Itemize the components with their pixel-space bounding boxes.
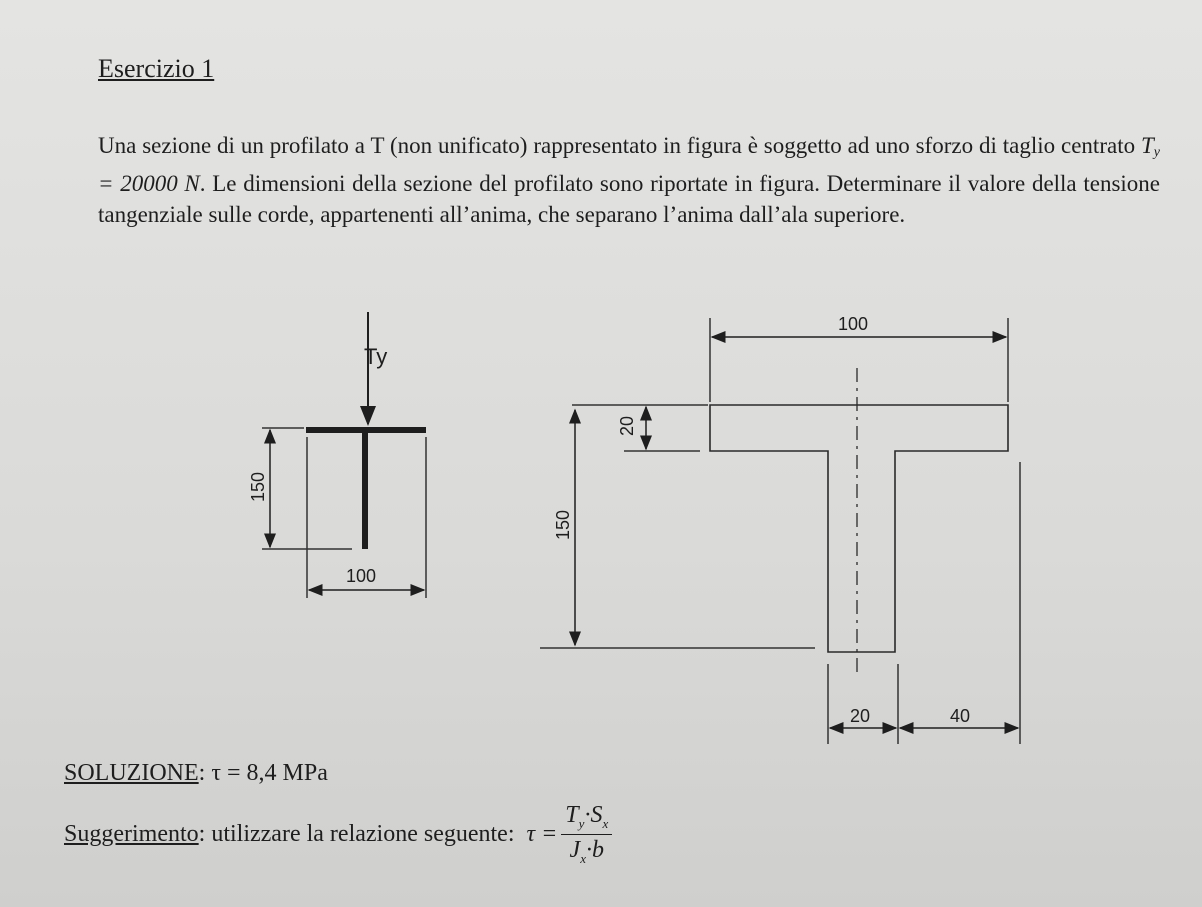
dim-height-label: 150 bbox=[248, 471, 268, 502]
force-symbol-sub: y bbox=[1153, 145, 1160, 160]
problem-text-1: Una sezione di un profilato a T (non unificato) rappresentato in figura è soggetto ad uno sforzo di taglio centrato bbox=[98, 133, 1141, 158]
hint-text: : utilizzare la relazione seguente: bbox=[198, 820, 521, 847]
problem-text-2: . Le dimensioni della sezione del profilato sono riportate in figura. Determinare il valore della tensione tangenziale sulle corde, appartenenti all’anima, che separano l’anima dall’ala superiore. bbox=[98, 171, 1160, 227]
num-b: ·S bbox=[584, 802, 603, 828]
den-b: ·b bbox=[585, 836, 604, 863]
solution-value: : τ = 8,4 MPa bbox=[198, 760, 328, 786]
dim-height-label-right: 150 bbox=[553, 509, 573, 540]
den-a-sub: x bbox=[580, 850, 586, 866]
solution-line bbox=[64, 760, 328, 787]
num-a-sub: y bbox=[578, 815, 585, 831]
num-b-sub: x bbox=[602, 815, 609, 831]
hint-line bbox=[64, 802, 612, 867]
t-section-outline bbox=[710, 405, 1008, 652]
dim-web-label: 20 bbox=[850, 706, 871, 726]
formula-numerator bbox=[561, 802, 612, 835]
dim-overhang-label: 40 bbox=[950, 706, 971, 726]
hint-label: Suggerimento bbox=[64, 820, 199, 847]
formula-denominator bbox=[570, 835, 604, 867]
formula-fraction bbox=[561, 802, 612, 867]
formula-lhs: τ = bbox=[526, 820, 558, 847]
dim-width-label: 100 bbox=[346, 566, 377, 586]
solution-label: SOLUZIONE bbox=[64, 760, 199, 786]
num-a: T bbox=[565, 802, 579, 828]
force-value: = 20000 N bbox=[98, 171, 200, 196]
exercise-title: Esercizio 1 bbox=[98, 54, 215, 83]
dim-flange-label: 20 bbox=[617, 415, 637, 436]
force-label: Ty bbox=[364, 344, 388, 369]
force-symbol-letter: T bbox=[1140, 133, 1154, 158]
den-a: J bbox=[569, 836, 581, 863]
dim-top-width-label: 100 bbox=[838, 314, 869, 334]
